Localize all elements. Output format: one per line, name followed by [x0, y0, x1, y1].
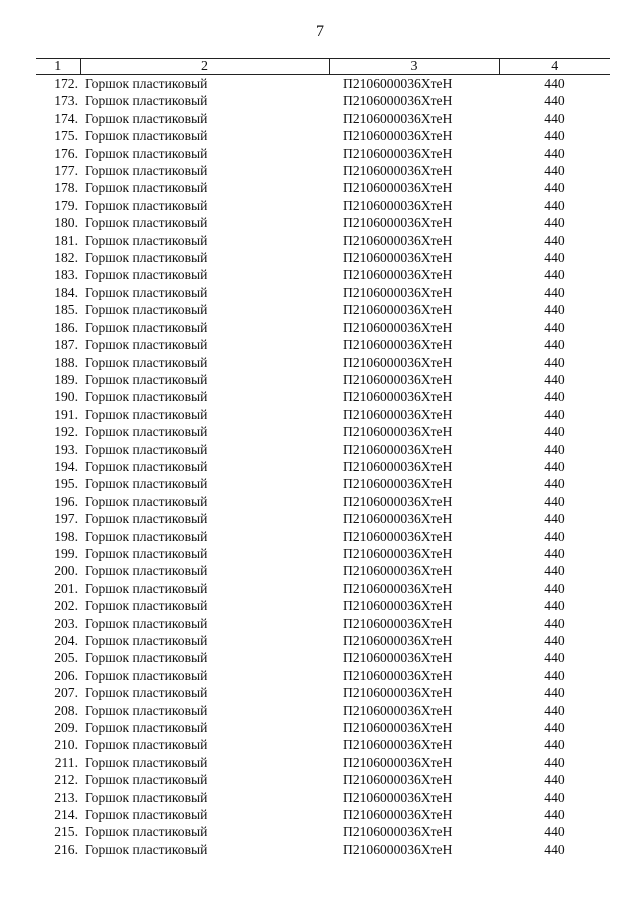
table-row — [36, 632, 610, 649]
item-quantity: 440 — [544, 511, 565, 527]
table-row — [36, 667, 610, 684]
item-code: П2106000036ХтеН — [343, 180, 453, 196]
item-name: Горшок пластиковый — [85, 545, 208, 561]
table-row — [36, 597, 610, 614]
item-quantity: 440 — [544, 528, 565, 544]
table-row — [36, 580, 610, 597]
table-row — [36, 684, 610, 701]
item-code: П2106000036ХтеН — [343, 163, 453, 179]
item-quantity: 440 — [544, 667, 565, 683]
row-number: 185. — [54, 302, 78, 318]
row-number: 183. — [54, 267, 78, 283]
item-quantity: 440 — [544, 76, 565, 91]
item-name: Горшок пластиковый — [85, 128, 208, 144]
item-code: П2106000036ХтеН — [343, 337, 453, 353]
item-code: П2106000036ХтеН — [343, 302, 453, 318]
item-name: Горшок пластиковый — [85, 302, 208, 318]
item-quantity: 440 — [544, 441, 565, 457]
table-row — [36, 284, 610, 301]
column-header-2: 2 — [80, 59, 329, 75]
row-number: 201. — [54, 580, 78, 596]
table-row — [36, 545, 610, 562]
row-number: 199. — [54, 545, 78, 561]
item-name: Горшок пластиковый — [85, 458, 208, 474]
table-body — [36, 75, 610, 859]
item-code: П2106000036ХтеН — [343, 563, 453, 579]
table-row — [36, 475, 610, 492]
row-number: 215. — [54, 824, 78, 840]
row-number: 204. — [54, 633, 78, 648]
table-row — [36, 162, 610, 179]
item-quantity: 440 — [544, 598, 565, 614]
item-quantity: 440 — [544, 110, 565, 126]
item-code: П2106000036ХтеН — [343, 772, 453, 788]
row-number: 200. — [54, 563, 78, 579]
item-name: Горшок пластиковый — [85, 841, 208, 857]
table-row — [36, 319, 610, 336]
item-quantity: 440 — [544, 250, 565, 266]
table-row — [36, 771, 610, 788]
row-number: 173. — [54, 93, 78, 109]
item-name: Горшок пластиковый — [85, 476, 208, 492]
row-number: 206. — [54, 667, 78, 683]
item-code: П2106000036ХтеН — [343, 93, 453, 109]
item-name: Горшок пластиковый — [85, 354, 208, 370]
item-quantity: 440 — [544, 128, 565, 144]
row-number: 180. — [54, 215, 78, 231]
table-row — [36, 562, 610, 579]
item-quantity: 440 — [544, 476, 565, 492]
item-code: П2106000036ХтеН — [343, 406, 453, 422]
row-number: 197. — [54, 511, 78, 527]
item-name: Горшок пластиковый — [85, 319, 208, 335]
item-name: Горшок пластиковый — [85, 110, 208, 126]
item-name: Горшок пластиковый — [85, 163, 208, 179]
item-name: Горшок пластиковый — [85, 424, 208, 440]
item-quantity: 440 — [544, 163, 565, 179]
item-name: Горшок пластиковый — [85, 720, 208, 736]
item-name: Горшок пластиковый — [85, 511, 208, 527]
row-number: 175. — [54, 128, 78, 144]
table-row — [36, 736, 610, 753]
item-quantity: 440 — [544, 737, 565, 753]
item-name: Горшок пластиковый — [85, 76, 208, 91]
row-number: 178. — [54, 180, 78, 196]
row-number: 193. — [54, 441, 78, 457]
item-name: Горшок пластиковый — [85, 789, 208, 805]
item-code: П2106000036ХтеН — [343, 633, 453, 648]
table-row — [36, 789, 610, 806]
row-number: 188. — [54, 354, 78, 370]
row-number: 189. — [54, 371, 78, 387]
item-name: Горшок пластиковый — [85, 702, 208, 718]
row-number: 182. — [54, 250, 78, 266]
row-number: 195. — [54, 476, 78, 492]
row-number: 214. — [54, 807, 78, 823]
item-name: Горшок пластиковый — [85, 406, 208, 422]
item-code: П2106000036ХтеН — [343, 145, 453, 161]
row-number: 187. — [54, 337, 78, 353]
item-quantity: 440 — [544, 493, 565, 509]
table-row — [36, 301, 610, 318]
item-code: П2106000036ХтеН — [343, 371, 453, 387]
item-quantity: 440 — [544, 720, 565, 736]
table-row — [36, 649, 610, 666]
item-name: Горшок пластиковый — [85, 250, 208, 266]
item-code: П2106000036ХтеН — [343, 458, 453, 474]
item-code: П2106000036ХтеН — [343, 789, 453, 805]
item-quantity: 440 — [544, 789, 565, 805]
item-code: П2106000036ХтеН — [343, 267, 453, 283]
row-number: 176. — [54, 145, 78, 161]
item-name: Горшок пластиковый — [85, 493, 208, 509]
item-quantity: 440 — [544, 215, 565, 231]
item-code: П2106000036ХтеН — [343, 528, 453, 544]
row-number: 203. — [54, 615, 78, 631]
row-number: 211. — [54, 754, 78, 770]
item-quantity: 440 — [544, 337, 565, 353]
page-number: 7 — [316, 23, 324, 40]
item-quantity: 440 — [544, 824, 565, 840]
item-name: Горшок пластиковый — [85, 824, 208, 840]
row-number: 205. — [54, 650, 78, 666]
table-row — [36, 406, 610, 423]
row-number: 198. — [54, 528, 78, 544]
table-row — [36, 806, 610, 823]
table-header — [36, 59, 610, 75]
item-quantity: 440 — [544, 633, 565, 648]
row-number: 216. — [54, 841, 78, 857]
item-code: П2106000036ХтеН — [343, 598, 453, 614]
item-quantity: 440 — [544, 545, 565, 561]
item-code: П2106000036ХтеН — [343, 720, 453, 736]
row-number: 213. — [54, 789, 78, 805]
item-code: П2106000036ХтеН — [343, 702, 453, 718]
item-code: П2106000036ХтеН — [343, 545, 453, 561]
item-quantity: 440 — [544, 180, 565, 196]
item-name: Горшок пластиковый — [85, 667, 208, 683]
table-row — [36, 214, 610, 231]
item-name: Горшок пластиковый — [85, 145, 208, 161]
item-code: П2106000036ХтеН — [343, 197, 453, 213]
table-row — [36, 719, 610, 736]
item-name: Горшок пластиковый — [85, 615, 208, 631]
item-code: П2106000036ХтеН — [343, 441, 453, 457]
row-number: 190. — [54, 389, 78, 405]
table-row — [36, 841, 610, 858]
item-name: Горшок пластиковый — [85, 650, 208, 666]
column-header-4: 4 — [499, 59, 610, 75]
table-row — [36, 75, 610, 93]
item-code: П2106000036ХтеН — [343, 667, 453, 683]
item-quantity: 440 — [544, 197, 565, 213]
table-row — [36, 354, 610, 371]
item-code: П2106000036ХтеН — [343, 493, 453, 509]
item-name: Горшок пластиковый — [85, 215, 208, 231]
item-quantity: 440 — [544, 302, 565, 318]
item-code: П2106000036ХтеН — [343, 110, 453, 126]
table-row — [36, 388, 610, 405]
item-name: Горшок пластиковый — [85, 633, 208, 648]
item-quantity: 440 — [544, 702, 565, 718]
item-quantity: 440 — [544, 580, 565, 596]
row-number: 179. — [54, 197, 78, 213]
item-code: П2106000036ХтеН — [343, 841, 453, 857]
column-header-3: 3 — [329, 59, 499, 75]
table-row — [36, 510, 610, 527]
row-number: 210. — [54, 737, 78, 753]
row-number: 209. — [54, 720, 78, 736]
row-number: 186. — [54, 319, 78, 335]
table-row — [36, 458, 610, 475]
items-table — [36, 58, 610, 858]
item-code: П2106000036ХтеН — [343, 389, 453, 405]
table-row — [36, 232, 610, 249]
item-code: П2106000036ХтеН — [343, 580, 453, 596]
table-row — [36, 423, 610, 440]
item-code: П2106000036ХтеН — [343, 615, 453, 631]
item-name: Горшок пластиковый — [85, 563, 208, 579]
item-quantity: 440 — [544, 319, 565, 335]
item-code: П2106000036ХтеН — [343, 650, 453, 666]
table-row — [36, 754, 610, 771]
item-quantity: 440 — [544, 458, 565, 474]
table-row — [36, 615, 610, 632]
item-quantity: 440 — [544, 772, 565, 788]
item-name: Горшок пластиковый — [85, 528, 208, 544]
table-row — [36, 528, 610, 545]
item-code: П2106000036ХтеН — [343, 511, 453, 527]
item-quantity: 440 — [544, 232, 565, 248]
item-code: П2106000036ХтеН — [343, 685, 453, 701]
item-name: Горшок пластиковый — [85, 232, 208, 248]
item-quantity: 440 — [544, 389, 565, 405]
item-name: Горшок пластиковый — [85, 93, 208, 109]
item-quantity: 440 — [544, 267, 565, 283]
item-quantity: 440 — [544, 754, 565, 770]
item-quantity: 440 — [544, 354, 565, 370]
row-number: 177. — [54, 163, 78, 179]
item-name: Горшок пластиковый — [85, 807, 208, 823]
row-number: 208. — [54, 702, 78, 718]
item-quantity: 440 — [544, 93, 565, 109]
column-header-1: 1 — [36, 59, 80, 75]
item-code: П2106000036ХтеН — [343, 824, 453, 840]
table-row — [36, 197, 610, 214]
table-row — [36, 110, 610, 127]
item-name: Горшок пластиковый — [85, 337, 208, 353]
item-quantity: 440 — [544, 371, 565, 387]
table-row — [36, 336, 610, 353]
item-name: Горшок пластиковый — [85, 284, 208, 300]
table-row — [36, 92, 610, 109]
item-quantity: 440 — [544, 424, 565, 440]
item-quantity: 440 — [544, 406, 565, 422]
item-quantity: 440 — [544, 145, 565, 161]
row-number: 207. — [54, 685, 78, 701]
row-number: 184. — [54, 284, 78, 300]
item-code: П2106000036ХтеН — [343, 737, 453, 753]
row-number: 172. — [54, 76, 78, 91]
item-name: Горшок пластиковый — [85, 737, 208, 753]
row-number: 212. — [54, 772, 78, 788]
item-quantity: 440 — [544, 615, 565, 631]
table-row — [36, 249, 610, 266]
row-number: 194. — [54, 458, 78, 474]
item-code: П2106000036ХтеН — [343, 128, 453, 144]
table-row — [36, 179, 610, 196]
item-name: Горшок пластиковый — [85, 598, 208, 614]
item-code: П2106000036ХтеН — [343, 754, 453, 770]
item-code: П2106000036ХтеН — [343, 76, 453, 91]
item-code: П2106000036ХтеН — [343, 215, 453, 231]
table-row — [36, 702, 610, 719]
item-name: Горшок пластиковый — [85, 389, 208, 405]
row-number: 196. — [54, 493, 78, 509]
item-code: П2106000036ХтеН — [343, 807, 453, 823]
table-row — [36, 823, 610, 840]
table-row — [36, 266, 610, 283]
table-row — [36, 371, 610, 388]
table-row — [36, 493, 610, 510]
item-name: Горшок пластиковый — [85, 580, 208, 596]
item-quantity: 440 — [544, 563, 565, 579]
row-number: 202. — [54, 598, 78, 614]
row-number: 174. — [54, 110, 78, 126]
item-quantity: 440 — [544, 284, 565, 300]
item-code: П2106000036ХтеН — [343, 232, 453, 248]
item-code: П2106000036ХтеН — [343, 319, 453, 335]
item-quantity: 440 — [544, 650, 565, 666]
table-row — [36, 127, 610, 144]
item-name: Горшок пластиковый — [85, 197, 208, 213]
item-code: П2106000036ХтеН — [343, 476, 453, 492]
item-quantity: 440 — [544, 841, 565, 857]
row-number: 191. — [54, 406, 78, 422]
table-row — [36, 145, 610, 162]
row-number: 181. — [54, 232, 78, 248]
item-name: Горшок пластиковый — [85, 754, 208, 770]
item-code: П2106000036ХтеН — [343, 250, 453, 266]
row-number: 192. — [54, 424, 78, 440]
item-code: П2106000036ХтеН — [343, 284, 453, 300]
header-row — [36, 59, 610, 75]
item-name: Горшок пластиковый — [85, 267, 208, 283]
item-name: Горшок пластиковый — [85, 371, 208, 387]
item-name: Горшок пластиковый — [85, 772, 208, 788]
item-name: Горшок пластиковый — [85, 685, 208, 701]
item-quantity: 440 — [544, 807, 565, 823]
item-code: П2106000036ХтеН — [343, 424, 453, 440]
item-quantity: 440 — [544, 685, 565, 701]
item-name: Горшок пластиковый — [85, 180, 208, 196]
item-name: Горшок пластиковый — [85, 441, 208, 457]
item-code: П2106000036ХтеН — [343, 354, 453, 370]
table-row — [36, 441, 610, 458]
